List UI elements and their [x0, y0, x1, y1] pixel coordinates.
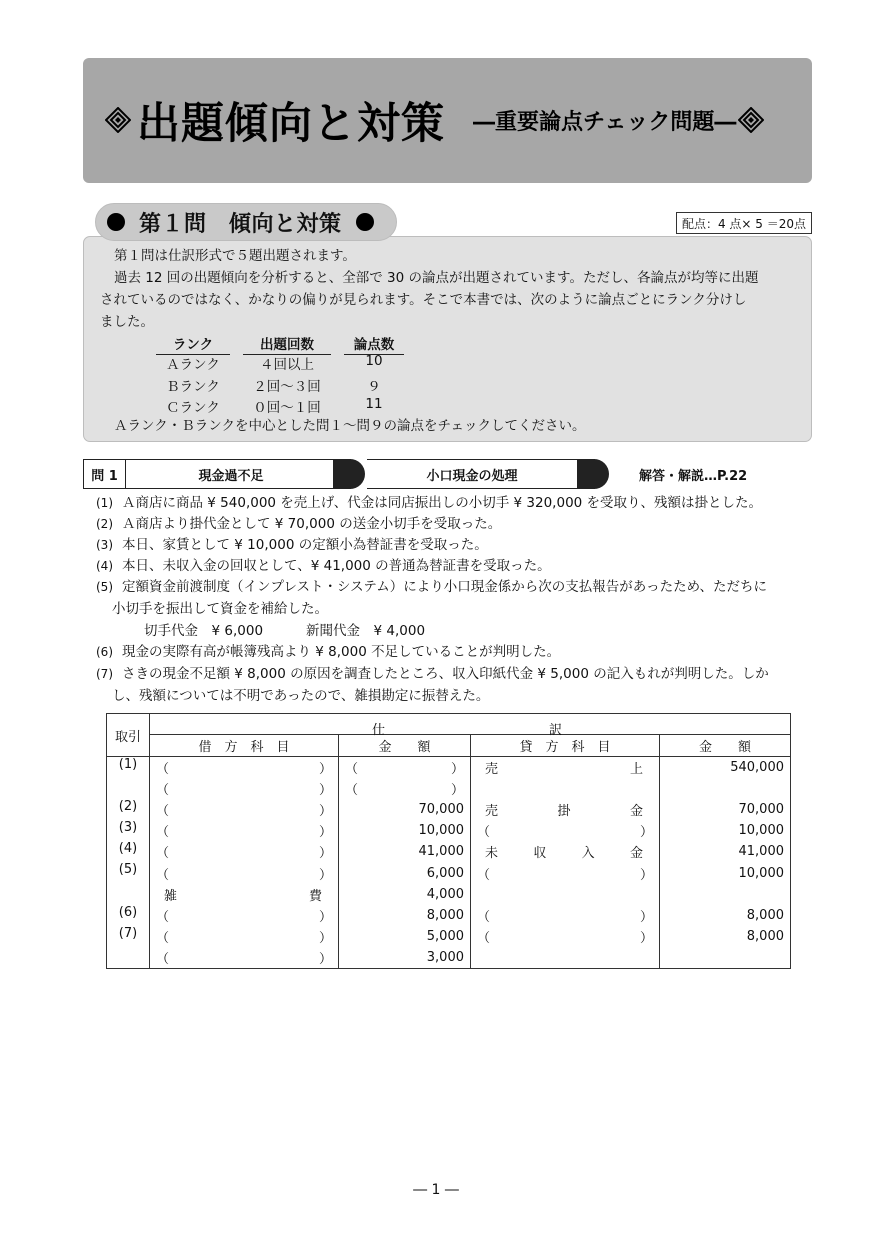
rank-cell: 10 [365, 353, 383, 369]
header-credit-account: 貸 方 科 目 [471, 735, 660, 757]
intro-paragraph-2-line-2: されているのではなく、かなりの偏りが見られます。そこで本書では、次のように論点ごとにランク分けし [100, 292, 747, 308]
table-row [107, 778, 791, 799]
credit-amount: 10,000 [660, 862, 791, 883]
transaction-number: (5) [107, 862, 150, 883]
diamond-icon [738, 107, 764, 133]
transaction-number [107, 884, 150, 905]
credit-amount: 8,000 [660, 926, 791, 947]
credit-account-blank[interactable]: （ ） [471, 862, 660, 883]
rank-cell: Ｃランク [166, 400, 220, 416]
table-row [107, 862, 791, 883]
score-badge: 配点：4 点× 5 ＝20点 [676, 212, 812, 234]
credit-account: 未 収 入 金 [471, 841, 660, 862]
title-banner [83, 58, 812, 183]
credit-amount: 540,000 [660, 757, 791, 778]
divider-arc [594, 459, 612, 489]
transaction-number [107, 947, 150, 968]
question-topic-2: 小口現金の処理 [367, 459, 577, 489]
expense-detail: 新聞代金 ¥ 4,000 [306, 623, 426, 639]
intro-paragraph-2-line-3: ました。 [100, 314, 154, 330]
debit-account-blank[interactable]: （ ） [150, 947, 339, 968]
debit-amount: 41,000 [339, 841, 471, 862]
header-debit-amount: 金 額 [339, 735, 471, 757]
section-tab [95, 203, 397, 241]
divider-block [577, 459, 595, 489]
answer-reference: 解答・解説…P.22 [639, 468, 748, 484]
debit-account-blank[interactable]: （ ） [150, 926, 339, 947]
credit-amount: 41,000 [660, 841, 791, 862]
table-row [107, 820, 791, 841]
debit-amount-blank[interactable]: （ ） [339, 778, 471, 799]
credit-account: 売 掛 金 [471, 799, 660, 820]
header-transaction: 取引 [107, 714, 150, 757]
debit-account-blank[interactable]: （ ） [150, 778, 339, 799]
bullet-icon [107, 213, 125, 231]
transaction-number: (4) [107, 841, 150, 862]
rank-header-rank: ランク [156, 333, 230, 355]
debit-amount: 4,000 [339, 884, 471, 905]
rank-cell: ０回～１回 [253, 400, 321, 416]
transaction-number: (3) [107, 820, 150, 841]
credit-amount [660, 778, 791, 799]
intro-closing: Ａランク・Ｂランクを中心とした問１～問９の論点をチェックしてください。 [114, 418, 586, 434]
question-item: (2) Ａ商店より掛代金として ¥ 70,000 の送金小切手を受取った。 [96, 516, 502, 532]
question-item-continued: し、残額については不明であったので、雑損勘定に振替えた。 [112, 688, 490, 704]
debit-account-blank[interactable]: （ ） [150, 757, 339, 778]
credit-amount: 70,000 [660, 799, 791, 820]
credit-account: 売 上 [471, 757, 660, 778]
debit-amount: 3,000 [339, 947, 471, 968]
question-header [83, 459, 812, 489]
debit-amount: 10,000 [339, 820, 471, 841]
debit-amount: 70,000 [339, 799, 471, 820]
transaction-number [107, 778, 150, 799]
rank-cell: Ｂランク [166, 379, 220, 395]
expense-detail: 切手代金 ¥ 6,000 [144, 623, 264, 639]
page-title: 出題傾向と対策 [137, 98, 445, 149]
credit-amount: 8,000 [660, 905, 791, 926]
question-item-continued: 小切手を振出して資金を補給した。 [112, 601, 328, 617]
banner-title-row [105, 90, 764, 150]
rank-cell: ４回以上 [260, 357, 314, 373]
table-row [107, 799, 791, 820]
table-row [107, 905, 791, 926]
header-journal [150, 714, 791, 738]
question-item: (7) さきの現金不足額 ¥ 8,000 の原因を調査したところ、収入印紙代金 ¥ 5,000 の記入もれが判明した。しか [96, 666, 769, 682]
header-shi: 仕 [372, 722, 386, 738]
bullet-icon [356, 213, 374, 231]
debit-account-blank[interactable]: （ ） [150, 820, 339, 841]
intro-paragraph-2-line-1: 過去 12 回の出題傾向を分析すると、全部で 30 の論点が出題されています。ただし、各論点が均等に出題 [114, 270, 759, 286]
question-item: (3) 本日、家賃として ¥ 10,000 の定額小為替証書を受取った。 [96, 537, 488, 553]
question-item: (5) 定額資金前渡制度（インプレスト・システム）により小口現金係から次の支払報告があったため、ただちに [96, 579, 768, 595]
debit-amount: 6,000 [339, 862, 471, 883]
debit-account-blank[interactable]: （ ） [150, 905, 339, 926]
transaction-number: (6) [107, 905, 150, 926]
journal-table [106, 713, 791, 969]
table-row [107, 757, 791, 778]
question-topic-1: 現金過不足 [126, 459, 336, 489]
question-number: 問 1 [83, 459, 126, 489]
credit-account-blank[interactable]: （ ） [471, 926, 660, 947]
rank-cell: 11 [365, 396, 383, 412]
question-item: (6) 現金の実際有高が帳簿残高より ¥ 8,000 不足していることが判明した。 [96, 644, 561, 660]
debit-account-blank[interactable]: （ ） [150, 841, 339, 862]
table-row [107, 841, 791, 862]
header-wake: 訳 [549, 722, 563, 738]
table-row [107, 926, 791, 947]
credit-amount [660, 947, 791, 968]
credit-amount: 10,000 [660, 820, 791, 841]
page-subtitle: ―重要論点チェック問題― [473, 109, 737, 135]
divider-block [333, 459, 351, 489]
rank-cell: ９ [367, 379, 381, 395]
debit-account: 雑 費 [150, 884, 339, 905]
rank-cell: ２回～３回 [253, 379, 321, 395]
divider-arc [350, 459, 368, 489]
transaction-number: (1) [107, 757, 150, 778]
credit-account-blank[interactable]: （ ） [471, 820, 660, 841]
transaction-number: (2) [107, 799, 150, 820]
header-credit-amount: 金 額 [660, 735, 791, 757]
debit-amount: 5,000 [339, 926, 471, 947]
rank-cell: Ａランク [166, 357, 220, 373]
transaction-number: (7) [107, 926, 150, 947]
diamond-icon [105, 107, 131, 133]
question-item: (4) 本日、未収入金の回収として、¥ 41,000 の普通為替証書を受取った。 [96, 558, 551, 574]
table-row [107, 947, 791, 968]
intro-paragraph-1: 第１問は仕訳形式で５題出題されます。 [114, 248, 356, 264]
credit-amount [660, 884, 791, 905]
intro-box [83, 236, 812, 442]
header-debit-account: 借 方 科 目 [150, 735, 339, 757]
credit-account-blank[interactable]: （ ） [471, 905, 660, 926]
page-number: ― 1 ― [413, 1182, 459, 1198]
rank-header-points: 論点数 [344, 333, 404, 355]
question-item: (1) Ａ商店に商品 ¥ 540,000 を売上げ、代金は同店振出しの小切手 ¥ 320,000 を受取り、残額は掛とした。 [96, 495, 763, 511]
table-row [107, 884, 791, 905]
debit-amount: 8,000 [339, 905, 471, 926]
section-title: 第１問 傾向と対策 [139, 211, 342, 237]
debit-amount-blank[interactable]: （ ） [339, 757, 471, 778]
debit-account-blank[interactable]: （ ） [150, 862, 339, 883]
rank-header-count: 出題回数 [243, 333, 331, 355]
debit-account-blank[interactable]: （ ） [150, 799, 339, 820]
